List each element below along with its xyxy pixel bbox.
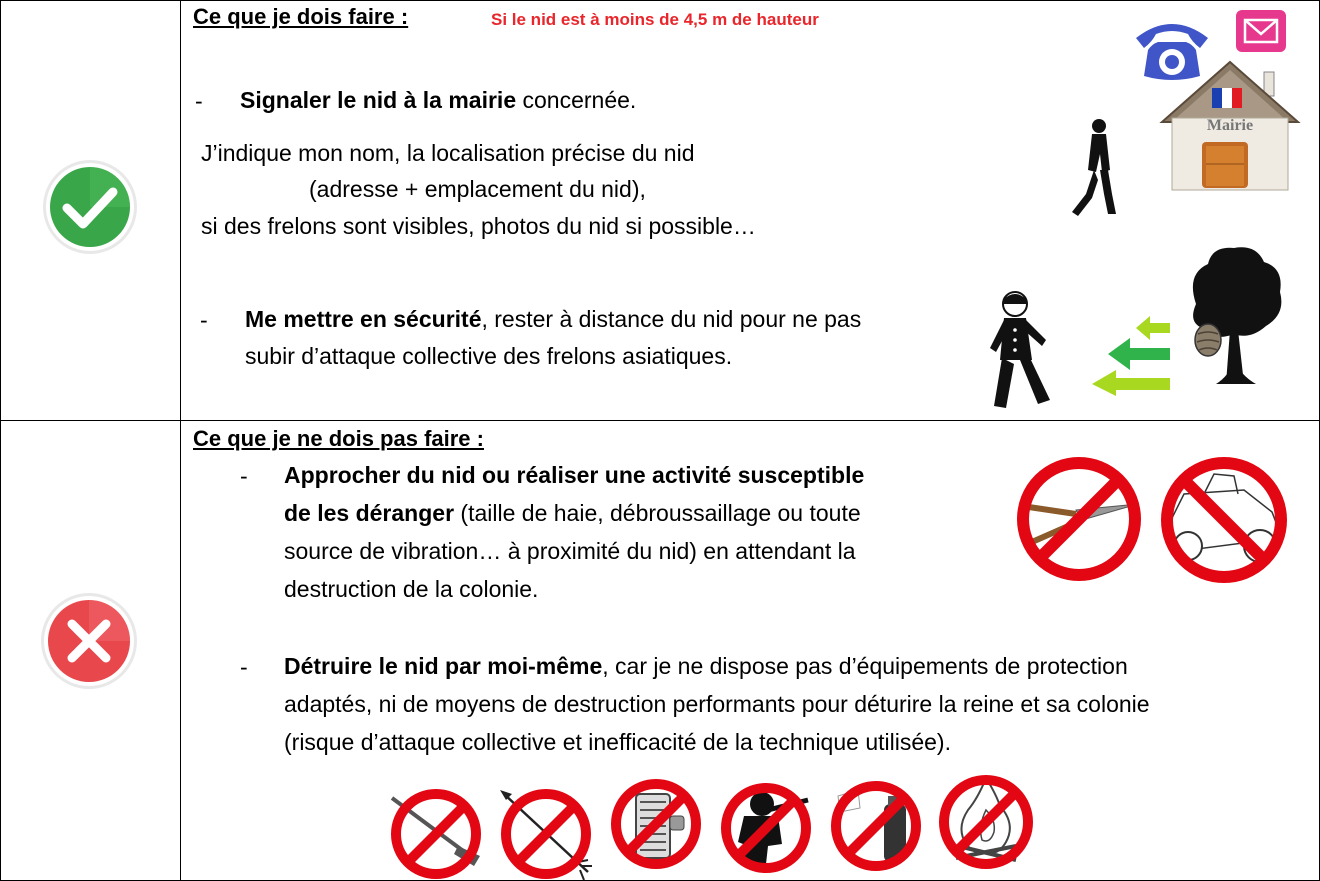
dont-item-2-line-2: adaptés, ni de moyens de destruction performants pour déturire la reine et sa colonie	[284, 691, 1150, 717]
detail-line-3: si des frelons sont visibles, photos du nid si possible…	[201, 213, 756, 239]
bullet-dash: -	[195, 88, 203, 114]
dont-item-1-line-4: destruction de la colonie.	[284, 576, 539, 602]
bullet-dash: -	[240, 463, 248, 489]
dont-item-1-bold: de les déranger	[284, 500, 455, 526]
walking-person-icon	[1068, 118, 1122, 218]
town-hall-icon	[1160, 58, 1300, 192]
check-icon	[42, 158, 138, 256]
do-item-1-rest: concernée.	[516, 87, 637, 113]
no-mower-icon	[1154, 454, 1294, 586]
no-hedge-trimmer-icon	[1012, 454, 1146, 584]
person-icon	[986, 290, 1056, 410]
dont-item-1-line-3: source de vibration… à proximité du nid) en attendant la	[284, 538, 856, 564]
no-paintball-icon	[718, 780, 814, 874]
do-item-2-rest: , rester à distance du nid pour ne pas	[481, 306, 862, 332]
do-item-2-line-2: subir d’attaque collective des frelons asiatiques.	[245, 343, 733, 369]
column-divider	[180, 0, 181, 881]
detail-line-2: (adresse + emplacement du nid),	[309, 176, 646, 202]
no-rifle-icon	[388, 786, 484, 880]
do-subtitle: Si le nid est à moins de 4,5 m de hauteur	[491, 10, 819, 29]
dont-item-2-rest: , car je ne dispose pas d’équipements de protection	[602, 653, 1128, 679]
no-fire-icon	[936, 770, 1036, 874]
tree-nest-icon	[1186, 244, 1284, 386]
bullet-dash: -	[200, 307, 208, 333]
no-hose-icon	[608, 776, 704, 872]
dont-title: Ce que je ne dois pas faire :	[193, 426, 484, 451]
cross-icon	[40, 592, 138, 690]
mairie-label: Mairie	[1206, 117, 1254, 134]
dont-item-1-rest: (taille de haie, débroussaillage ou toute	[454, 500, 861, 526]
arrows-icon	[1090, 314, 1176, 396]
dont-item-2-line-1	[284, 648, 1128, 685]
row-divider	[0, 420, 1320, 421]
do-title: Ce que je dois faire :	[193, 4, 409, 29]
no-spray-icon	[828, 778, 924, 874]
dont-item-1-line-1: Approcher du nid ou réaliser une activité susceptible	[284, 462, 865, 488]
detail-line-1: J’indique mon nom, la localisation précise du nid	[201, 140, 695, 166]
do-item-2	[245, 301, 861, 338]
dont-item-2-bold: Détruire le nid par moi-même	[284, 653, 603, 679]
mail-icon	[1236, 10, 1286, 52]
dont-item-2-line-3: (risque d’attaque collective et inefficacité de la technique utilisée).	[284, 729, 951, 755]
do-item-2-bold: Me mettre en sécurité	[245, 306, 482, 332]
do-item-1-bold: Signaler le nid à la mairie	[240, 87, 517, 113]
do-item-1	[240, 82, 636, 119]
dont-item-1-line-2	[284, 495, 861, 532]
bullet-dash: -	[240, 654, 248, 680]
no-arrow-icon	[498, 786, 596, 880]
